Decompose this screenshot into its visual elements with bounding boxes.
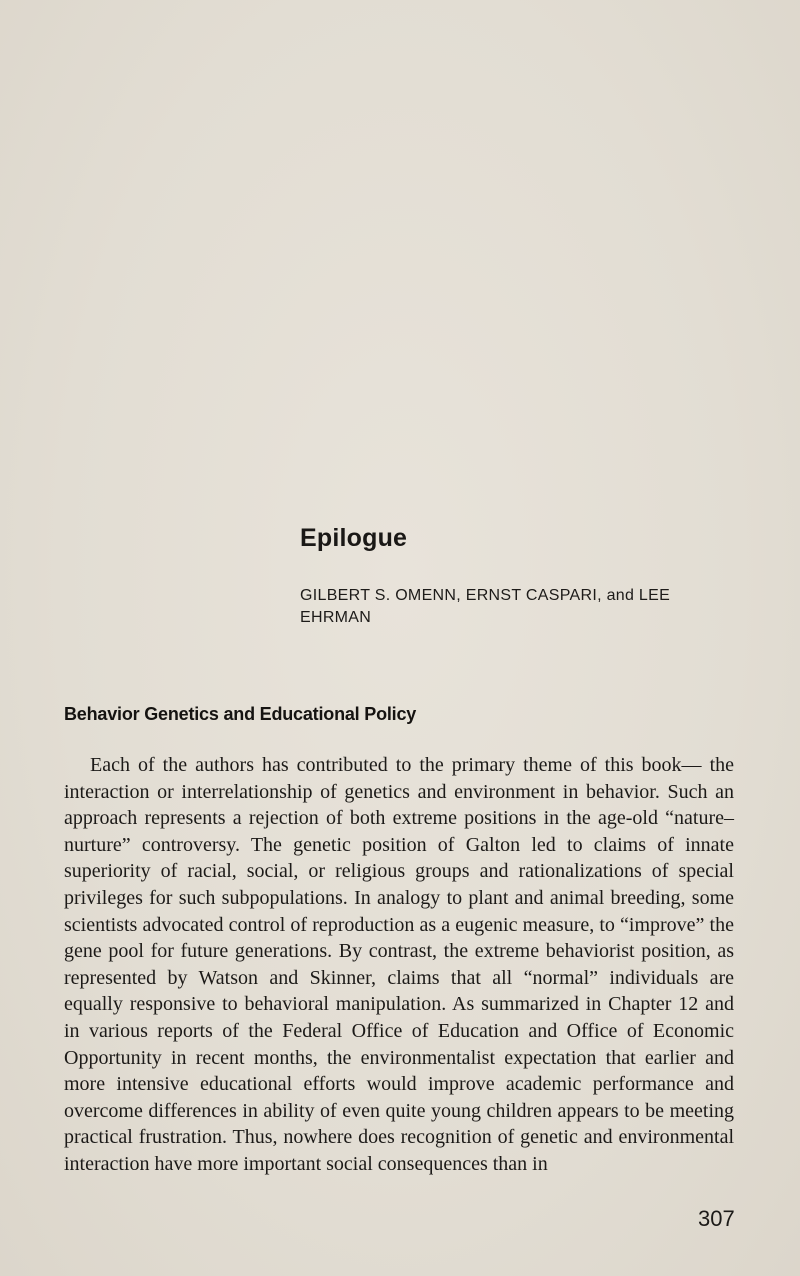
page-number: 307 xyxy=(698,1206,735,1231)
chapter-title: Epilogue xyxy=(300,524,408,552)
section-heading: Behavior Genetics and Educational Policy xyxy=(64,704,417,724)
body-paragraph: Each of the authors has contributed to the primary theme of this book— the interaction or interrelationship of genetics and environment in behavior. Such an approach represents a rejection of both extreme positions in the age-old “nature–nurture” controversy. The genetic position of Galton led to claims of innate superiority of racial, social, or religious groups and rationalizations of special privileges for such subpopulations. In analogy to plant and animal breeding, some scientists advocated control of reproduction as a eugenic measure, to “improve” the gene pool for future generations. By contrast, the extreme behaviorist position, as represented by Watson and Skinner, claims that all “normal” individuals are equally responsive to behavioral manipulation. As summarized in Chapter 12 and in various reports of the Federal Office of Education and Office of Economic Opportunity in recent months, the environmentalist expectation that earlier and more intensive educational efforts would improve academic performance and overcome differences in ability of even quite young children appears to be meeting practical frustration. Thus, nowhere does recognition of genetic and environmental interaction have more important social consequences than in xyxy=(64,754,734,1175)
chapter-authors: GILBERT S. OMENN, ERNST CASPARI, and LEE EHRMAN xyxy=(300,587,671,626)
